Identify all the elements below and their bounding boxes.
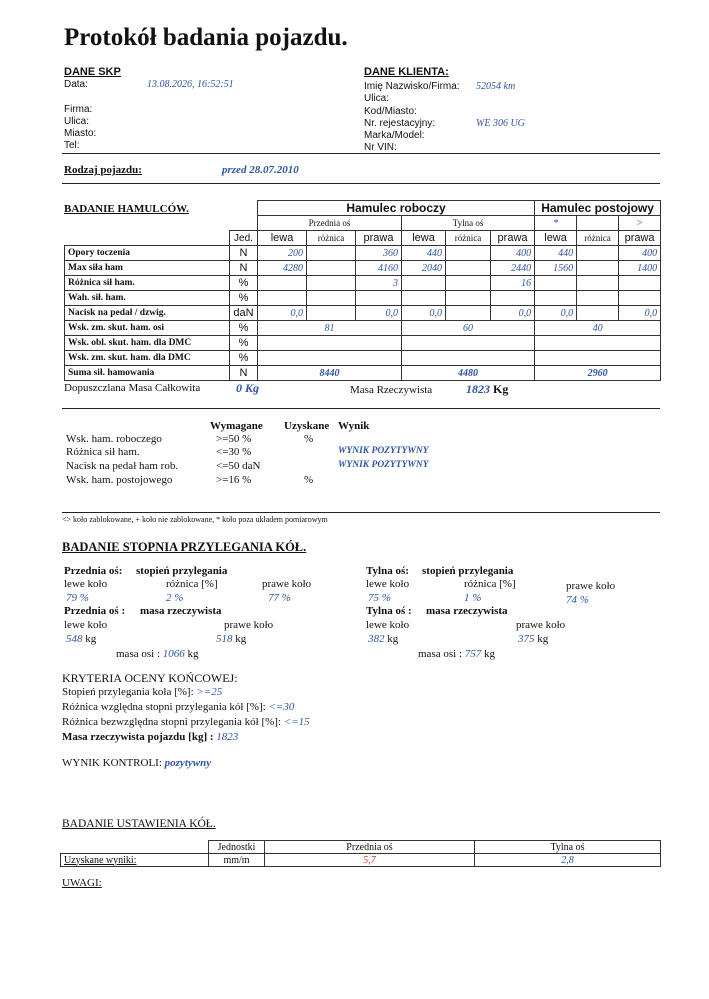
criteria-4-value: 1823 <box>216 731 239 743</box>
kg-unit: kg <box>484 648 495 660</box>
criteria-4-label: Masa rzeczywista pojazdu [kg] : <box>62 731 214 743</box>
divider <box>62 183 660 184</box>
real-mass-label: Masa Rzeczywista <box>350 384 433 396</box>
park-diff <box>577 306 619 321</box>
pct-unit: % <box>174 592 184 604</box>
divider <box>62 512 660 513</box>
control-value: pozytywny <box>164 757 212 769</box>
row-label: Wah. sił. ham. <box>65 291 230 306</box>
rear-right: 2440 <box>491 261 535 276</box>
front-degree: stopień przylegania <box>136 565 228 577</box>
pct-unit: % <box>381 592 391 604</box>
row-label: Wsk. obl. skut. ham. dla DMC <box>65 336 230 351</box>
rear-left <box>402 276 446 291</box>
rear-diff-label: różnica [%] <box>464 578 516 590</box>
brake-row <box>65 276 661 291</box>
park-right: 1400 <box>619 261 661 276</box>
parking-empty <box>577 216 619 231</box>
rear-right-label: prawe koło <box>566 580 616 592</box>
row-unit: N <box>230 261 258 276</box>
row-label: Nacisk na pedał / dzwig. <box>65 306 230 321</box>
rear-axle-value <box>402 336 535 351</box>
rear-mass-label: masa rzeczywista <box>426 605 508 617</box>
brake-row <box>65 351 661 366</box>
client-name-value: 52054 km <box>476 81 516 92</box>
col-prawa: prawa <box>356 231 402 246</box>
row-label: Suma sił. hamowania <box>65 366 230 381</box>
rear-left-label: lewe koło <box>366 578 410 590</box>
col-required: Wymagane <box>210 420 263 432</box>
client-kod-label: Kod/Miasto: <box>364 106 417 117</box>
client-heading: DANE KLIENTA: <box>364 66 449 78</box>
kg-unit: kg <box>235 633 247 645</box>
front-left <box>258 276 307 291</box>
rear-diff-pct: 1 <box>464 592 470 604</box>
pct-unit: % <box>79 592 89 604</box>
result-label: Nacisk na pedał ham rob. <box>66 460 179 472</box>
rear-left-kg: 382 <box>368 633 385 645</box>
col-roznica: różnica <box>446 231 491 246</box>
result-required: >=50 % <box>216 433 252 445</box>
col-units: Jednostki <box>209 841 265 854</box>
rear-mass-right-label: prawe koło <box>516 619 566 631</box>
front-mass-title: Przednia oś : <box>64 605 126 617</box>
criteria-1-value: >=25 <box>196 686 223 698</box>
rear-axle-mass: 757 <box>464 648 482 660</box>
result-label: Różnica sił ham. <box>66 446 140 458</box>
front-left-kg: 548 <box>66 633 83 645</box>
row-label: Wsk. zm. skut. ham. osi <box>65 321 230 336</box>
alignment-heading: BADANIE USTAWIENIA KÓŁ. <box>62 818 216 830</box>
result-value: WYNIK POZYTYWNY <box>338 460 429 470</box>
notes-label: UWAGI: <box>62 877 102 889</box>
result-required: <=30 % <box>216 446 252 458</box>
brake-row <box>65 336 661 351</box>
alignment-table <box>60 840 661 867</box>
park-left: 440 <box>535 246 577 261</box>
criteria-3-value: <=15 <box>283 716 310 728</box>
front-diff <box>307 261 356 276</box>
parking-brake-header: Hamulec postojowy <box>535 201 661 216</box>
park-left <box>535 276 577 291</box>
front-right-label: prawe koło <box>262 578 312 590</box>
row-unit: N <box>230 366 258 381</box>
col-result: Wynik <box>338 420 370 432</box>
skp-miasto-label: Miasto: <box>64 128 97 139</box>
front-left: 200 <box>258 246 307 261</box>
unit-header: Jed. <box>230 231 258 246</box>
alignment-row-label: Uzyskane wyniki: <box>61 854 209 867</box>
park-right: 400 <box>619 246 661 261</box>
row-unit: % <box>230 321 258 336</box>
park-diff <box>577 291 619 306</box>
skp-firma-label: Firma: <box>64 104 93 115</box>
rear-diff <box>446 291 491 306</box>
front-right: 3 <box>356 276 402 291</box>
park-left: 1560 <box>535 261 577 276</box>
front-right: 4160 <box>356 261 402 276</box>
real-mass-unit: Kg <box>493 382 509 396</box>
front-diff-pct: 2 <box>166 592 172 604</box>
front-mass-label: masa rzeczywista <box>140 605 222 617</box>
row-unit: % <box>230 291 258 306</box>
front-mass-left-label: lewe koło <box>64 619 108 631</box>
kg-unit: kg <box>187 648 199 660</box>
rear-axle-value: 60 <box>402 321 535 336</box>
rear-right-pct: 74 <box>566 594 577 606</box>
skp-ulica-label: Ulica: <box>64 116 90 127</box>
front-mass-right-label: prawe koło <box>224 619 274 631</box>
front-diff <box>307 246 356 261</box>
park-diff <box>577 276 619 291</box>
col-prawa: prawa <box>619 231 661 246</box>
front-diff <box>307 291 356 306</box>
row-label: Wsk. zm. skut. ham. dla DMC <box>65 351 230 366</box>
brake-row <box>65 366 661 381</box>
front-right: 360 <box>356 246 402 261</box>
row-label: Max siła ham <box>65 261 230 276</box>
skp-tel-label: Tel: <box>64 140 80 151</box>
col-lewa: lewa <box>258 231 307 246</box>
front-left <box>258 291 307 306</box>
front-right-kg: 518 <box>216 633 233 645</box>
criteria-2-value: <=30 <box>268 701 295 713</box>
row-label: Opory toczenia <box>65 246 230 261</box>
brakes-heading: BADANIE HAMULCÓW. <box>64 203 189 215</box>
rear-axle-value <box>402 351 535 366</box>
result-required: <=50 daN <box>216 460 261 472</box>
front-right-pct: 77 <box>268 592 279 604</box>
col-lewa: lewa <box>402 231 446 246</box>
rear-diff <box>446 261 491 276</box>
brake-row <box>65 321 661 336</box>
park-right <box>619 291 661 306</box>
real-mass-value: 1823 <box>466 382 490 396</box>
front-axle-value: 8440 <box>258 366 402 381</box>
front-diff <box>307 276 356 291</box>
brake-row <box>65 246 661 261</box>
result-required: >=16 % <box>216 474 252 486</box>
vehicle-type-value: przed 28.07.2010 <box>222 164 299 176</box>
axle-mass-label: masa osi : <box>418 648 462 660</box>
park-value: 2960 <box>535 366 661 381</box>
rear-right <box>491 291 535 306</box>
pct-unit: % <box>579 594 589 606</box>
park-diff <box>577 246 619 261</box>
rear-diff <box>446 306 491 321</box>
front-left-pct: 79 <box>66 592 77 604</box>
kg-unit: kg <box>85 633 97 645</box>
park-right <box>619 276 661 291</box>
park-value: 40 <box>535 321 661 336</box>
client-name-label: Imię Nazwisko/Firma: <box>364 81 460 92</box>
col-roznica: różnica <box>577 231 619 246</box>
front-right: 0,0 <box>356 306 402 321</box>
row-label: Różnica sił ham. <box>65 276 230 291</box>
client-rej-value: WE 306 UG <box>476 118 525 129</box>
rear-right: 400 <box>491 246 535 261</box>
col-front: Przednia oś <box>265 841 475 854</box>
rear-axle-header: Tylna oś <box>402 216 535 231</box>
page-title: Protokół badania pojazdu. <box>64 24 348 51</box>
pct-unit: % <box>281 592 291 604</box>
parking-gt-marker: > <box>619 216 661 231</box>
front-left: 4280 <box>258 261 307 276</box>
rear-left: 0,0 <box>402 306 446 321</box>
rear-diff <box>446 276 491 291</box>
rear-left: 440 <box>402 246 446 261</box>
front-right <box>356 291 402 306</box>
client-vin-label: Nr VIN: <box>364 142 397 153</box>
client-ulica-label: Ulica: <box>364 93 390 104</box>
row-unit: % <box>230 336 258 351</box>
rear-left: 2040 <box>402 261 446 276</box>
front-left-label: lewe koło <box>64 578 108 590</box>
alignment-rear-value: 2,8 <box>475 854 661 867</box>
criteria-1-label: Stopień przylegania koła [%]: <box>62 686 194 698</box>
park-left: 0,0 <box>535 306 577 321</box>
result-obtained: % <box>304 474 314 486</box>
rear-diff <box>446 246 491 261</box>
park-value <box>535 336 661 351</box>
rear-degree: stopień przylegania <box>422 565 514 577</box>
client-rej-label: Nr. rejestacyjny: <box>364 118 436 129</box>
parking-star-marker: * <box>535 216 577 231</box>
brake-row <box>65 291 661 306</box>
divider <box>62 153 660 154</box>
skp-heading: DANE SKP <box>64 66 121 78</box>
adhesion-heading: BADANIE STOPNIA PRZYLEGANIA KÓŁ. <box>62 540 307 554</box>
col-rear: Tylna oś <box>475 841 661 854</box>
col-prawa: prawa <box>491 231 535 246</box>
rear-title: Tylna oś: <box>366 565 409 577</box>
front-diff-label: różnica [%] <box>166 578 218 590</box>
col-lewa: lewa <box>535 231 577 246</box>
axle-mass-label: masa osi : <box>116 648 160 660</box>
rear-left <box>402 291 446 306</box>
result-label: Wsk. ham. postojowego <box>66 474 173 486</box>
park-right: 0,0 <box>619 306 661 321</box>
brake-row <box>65 306 661 321</box>
divider <box>62 408 660 409</box>
criteria-heading: KRYTERIA OCENY KOŃCOWEJ: <box>62 671 238 685</box>
park-left <box>535 291 577 306</box>
dmc-value: 0 Kg <box>236 381 260 395</box>
front-left: 0,0 <box>258 306 307 321</box>
front-axle-mass: 1066 <box>162 648 185 660</box>
criteria-3-label: Różnica bezwzględna stopni przylegania kół [%]: <box>62 716 282 728</box>
skp-date-label: Data: <box>64 79 88 90</box>
row-unit: % <box>230 276 258 291</box>
criteria-2-label: Różnica względna stopni przylegania kół [%]: <box>62 701 266 713</box>
front-axle-value <box>258 336 402 351</box>
brake-table <box>64 200 661 381</box>
rear-axle-value: 4480 <box>402 366 535 381</box>
rear-right-kg: 375 <box>518 633 535 645</box>
rear-left-pct: 75 <box>368 592 379 604</box>
result-label: Wsk. ham. roboczego <box>66 433 162 445</box>
col-roznica: różnica <box>307 231 356 246</box>
control-label: WYNIK KONTROLI: <box>62 757 162 769</box>
front-title: Przednia oś: <box>64 565 123 577</box>
pct-unit: % <box>472 592 482 604</box>
front-axle-value <box>258 351 402 366</box>
front-diff <box>307 306 356 321</box>
front-axle-header: Przednia oś <box>258 216 402 231</box>
park-value <box>535 351 661 366</box>
rear-mass-left-label: lewe koło <box>366 619 410 631</box>
rear-right: 0,0 <box>491 306 535 321</box>
footnote: <> koło zablokowane, + koło nie zablokowane, * koło poza układem pomiarowym <box>62 515 328 524</box>
front-axle-value: 81 <box>258 321 402 336</box>
rear-mass-title: Tylna oś : <box>366 605 412 617</box>
row-unit: daN <box>230 306 258 321</box>
skp-date-value: 13.08.2026, 16:52:51 <box>147 79 234 90</box>
park-diff <box>577 261 619 276</box>
dmc-label: Dopuszczlana Masa Całkowita <box>64 382 201 394</box>
vehicle-type-label: Rodzaj pojazdu: <box>64 164 142 176</box>
alignment-front-value: 5,7 <box>265 854 475 867</box>
result-obtained: % <box>304 433 314 445</box>
col-obtained: Uzyskane <box>284 420 330 432</box>
kg-unit: kg <box>387 633 399 645</box>
brake-row <box>65 261 661 276</box>
service-brake-header: Hamulec roboczy <box>258 201 535 216</box>
kg-unit: kg <box>537 633 549 645</box>
result-value: WYNIK POZYTYWNY <box>338 446 429 456</box>
row-unit: N <box>230 246 258 261</box>
alignment-unit: mm/m <box>209 854 265 867</box>
rear-right: 16 <box>491 276 535 291</box>
row-unit: % <box>230 351 258 366</box>
client-marka-label: Marka/Model: <box>364 130 425 141</box>
